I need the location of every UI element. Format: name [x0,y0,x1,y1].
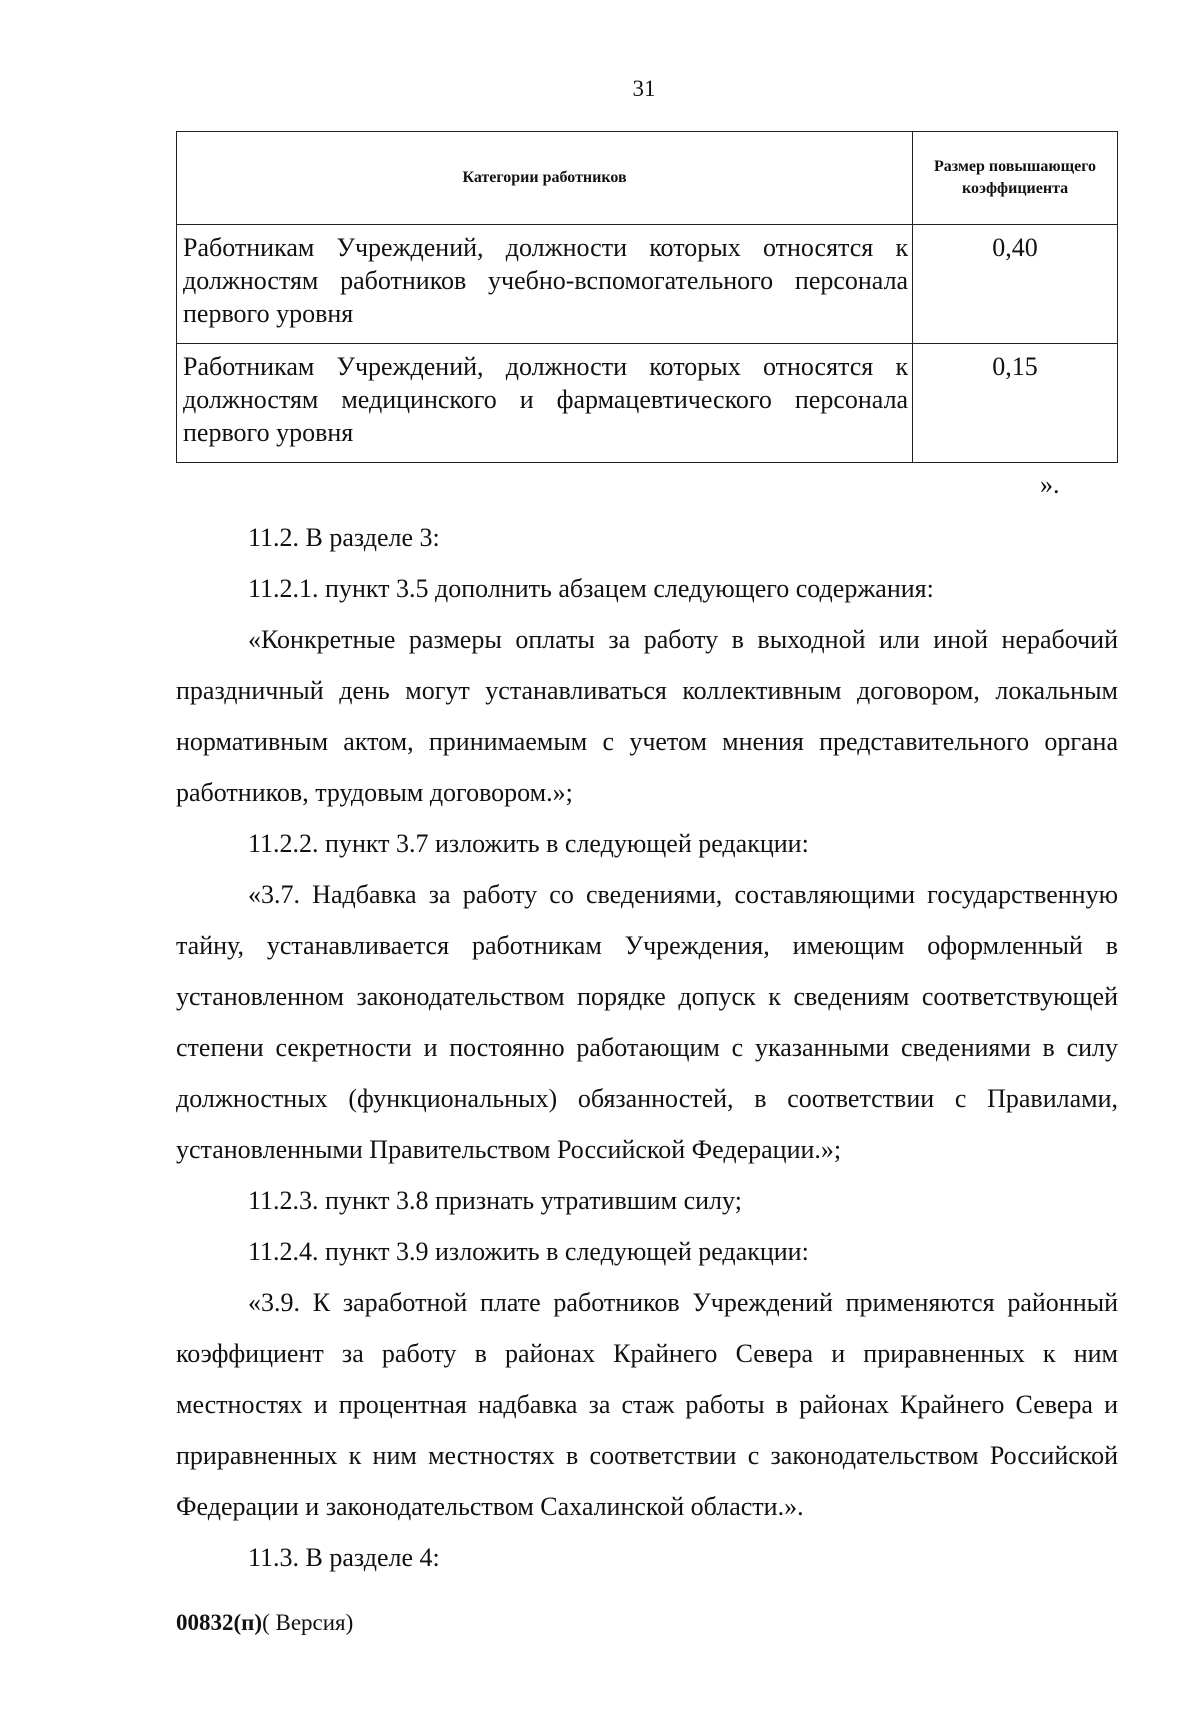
row-value: 0,15 [913,344,1118,463]
paragraph: «Конкретные размеры оплаты за работу в выходной или иной нерабочий праздничный день могут устанавливаться коллективным договором, локальным нормативным актом, принимаемым с учетом мнения представительного органа работников, трудовым договором.»; [176,625,1118,807]
row-value: 0,40 [913,225,1118,344]
header-coefficient: Размер повышающего коэффициента [913,132,1118,225]
document-version: ( Версия) [262,1610,354,1635]
table-closing-quote: ». [1040,470,1060,499]
document-footer [176,1610,353,1636]
paragraph: 11.2.1. пункт 3.5 дополнить абзацем следующего содержания: [248,574,934,603]
header-category: Категории работников [177,132,913,225]
table-header-row [177,132,1118,225]
row-category: Работникам Учреждений, должности которых относятся к должностям работников учебно-вспомогательного персонала первого уровня [177,225,913,344]
paragraph: «3.9. К заработной плате работников Учреждений применяются районный коэффициент за работу в районах Крайнего Севера и приравненных к ним местностях и процентная надбавка за стаж работы в районах Крайнего Севера и приравненных к ним местностях в соответствии с законодательством Российской Федерации и законодательством Сахалинской области.». [176,1288,1118,1521]
paragraph: 11.2.2. пункт 3.7 изложить в следующей редакции: [248,829,809,858]
document-body [176,512,1118,1583]
table-row [177,344,1118,463]
paragraph: 11.2.3. пункт 3.8 признать утратившим силу; [248,1186,742,1215]
paragraph: 11.2. В разделе 3: [248,523,440,552]
paragraph: 11.2.4. пункт 3.9 изложить в следующей редакции: [248,1237,809,1266]
coefficient-table [176,131,1118,463]
document-code: 00832(п) [176,1610,263,1635]
table-row [177,225,1118,344]
row-category: Работникам Учреждений, должности которых относятся к должностям медицинского и фармацевтического персонала первого уровня [177,344,913,463]
page-number: 31 [632,76,656,101]
paragraph: «3.7. Надбавка за работу со сведениями, составляющими государственную тайну, устанавливается работникам Учреждения, имеющим оформленный в установленном законодательством порядке допуск к сведениям соответствующей степени секретности и постоянно работающим с указанными сведениями в силу должностных (функциональных) обязанностей, в соответствии с Правилами, установленными Правительством Российской Федерации.»; [176,880,1118,1164]
paragraph: 11.3. В разделе 4: [248,1543,440,1572]
